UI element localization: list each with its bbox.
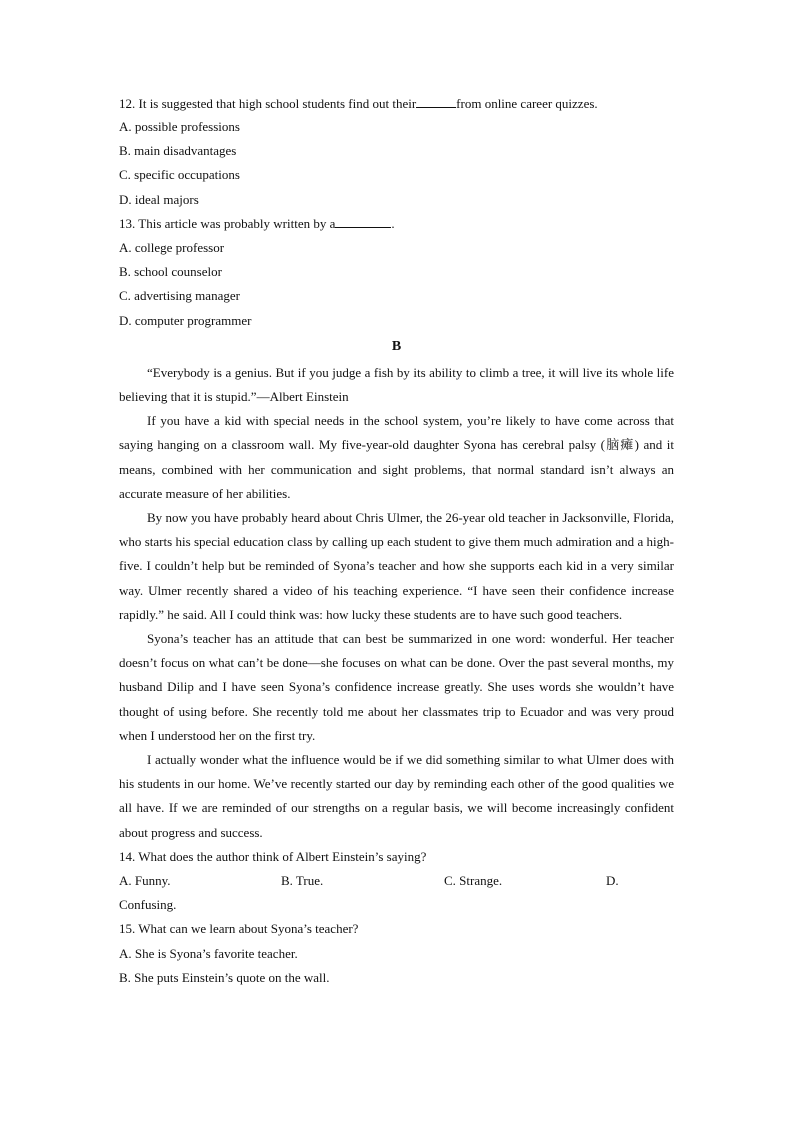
passage-paragraph-2: If you have a kid with special needs in the school system, you’re likely to have come across that saying hanging on a classroom wall. My five-year-old daughter Syona has cerebral palsy (脑瘫) and it means, combined with her communication and sight problems, that normal standard isn’t always an accurate measure of her abilities. bbox=[119, 413, 674, 501]
answer-blank bbox=[335, 214, 391, 228]
passage-paragraph-5: I actually wonder what the influence would be if we did something similar to what Ulmer does with his students in our home. We’ve recently started our day by reminding each other of the good qualities we all have. If we are reminded of our strengths on a regular basis, we will become increasingly confident about progress and success. bbox=[119, 751, 674, 840]
question-14-option-b: B. True. bbox=[281, 872, 324, 888]
passage-paragraph-4: Syona’s teacher has an attitude that can best be summarized in one word: wonderful. Her teacher doesn’t focus on what can’t be done—she focuses on what can be done. Over the past several months, my husband Dilip and I have seen Syona’s confidence increase greatly. She uses words she wouldn’t have thought of using before. She recently told me about her classmates trip to Ecuador and was very proud when I understood her on the first try. bbox=[119, 630, 674, 743]
passage-paragraph-3: By now you have probably heard about Chris Ulmer, the 26-year old teacher in Jacksonville, Florida, who starts his special education class by calling up each student to give them much admiration and a high-five. I couldn’t help but be reminded of Syona’s teacher and how she supports each kid in a very similar way. Ulmer recently shared a video of his teaching experience. “I have seen their confidence increase rapidly.” he said. All I could think was: how lucky these students are to have such good teachers. bbox=[119, 509, 674, 622]
question-14-stem: 14. What does the author think of Albert Einstein’s saying? bbox=[119, 848, 427, 864]
question-13-option-d: D. computer programmer bbox=[119, 312, 252, 328]
question-15-option-b: B. She puts Einstein’s quote on the wall. bbox=[119, 969, 330, 985]
question-12-option-b: B. main disadvantages bbox=[119, 143, 237, 159]
question-13-stem-end: . bbox=[391, 215, 395, 231]
question-15-option-a: A. She is Syona’s favorite teacher. bbox=[119, 945, 298, 961]
section-heading: B bbox=[391, 338, 402, 354]
question-12-option-c: C. specific occupations bbox=[119, 167, 240, 183]
question-13-option-c: C. advertising manager bbox=[119, 288, 240, 304]
exam-page bbox=[119, 93, 674, 990]
question-12-stem-start: 12. It is suggested that high school students find out their bbox=[119, 96, 417, 111]
answer-blank bbox=[416, 94, 456, 108]
question-12-stem-end: from online career quizzes. bbox=[456, 96, 598, 111]
question-12-option-d: D. ideal majors bbox=[119, 191, 199, 207]
question-13-stem bbox=[119, 212, 674, 236]
question-13-option-b: B. school counselor bbox=[119, 264, 222, 280]
question-14-option-d: D. bbox=[606, 872, 619, 888]
passage-paragraph-1: “Everybody is a genius. But if you judge a fish by its ability to climb a tree, it will live its whole life believing that it is stupid.”—Albert Einstein bbox=[119, 364, 674, 404]
question-13-option-a: A. college professor bbox=[119, 239, 225, 255]
question-15-stem: 15. What can we learn about Syona’s teacher? bbox=[119, 921, 359, 937]
question-12-stem bbox=[119, 93, 674, 115]
question-14-option-d-text: Confusing. bbox=[119, 897, 177, 913]
question-14-option-c: C. Strange. bbox=[444, 872, 503, 888]
question-14-options bbox=[119, 869, 674, 893]
question-13-stem-start: 13. This article was probably written by a bbox=[119, 215, 336, 231]
question-12-option-a: A. possible professions bbox=[119, 119, 240, 134]
question-14-option-a: A. Funny. bbox=[119, 872, 171, 888]
